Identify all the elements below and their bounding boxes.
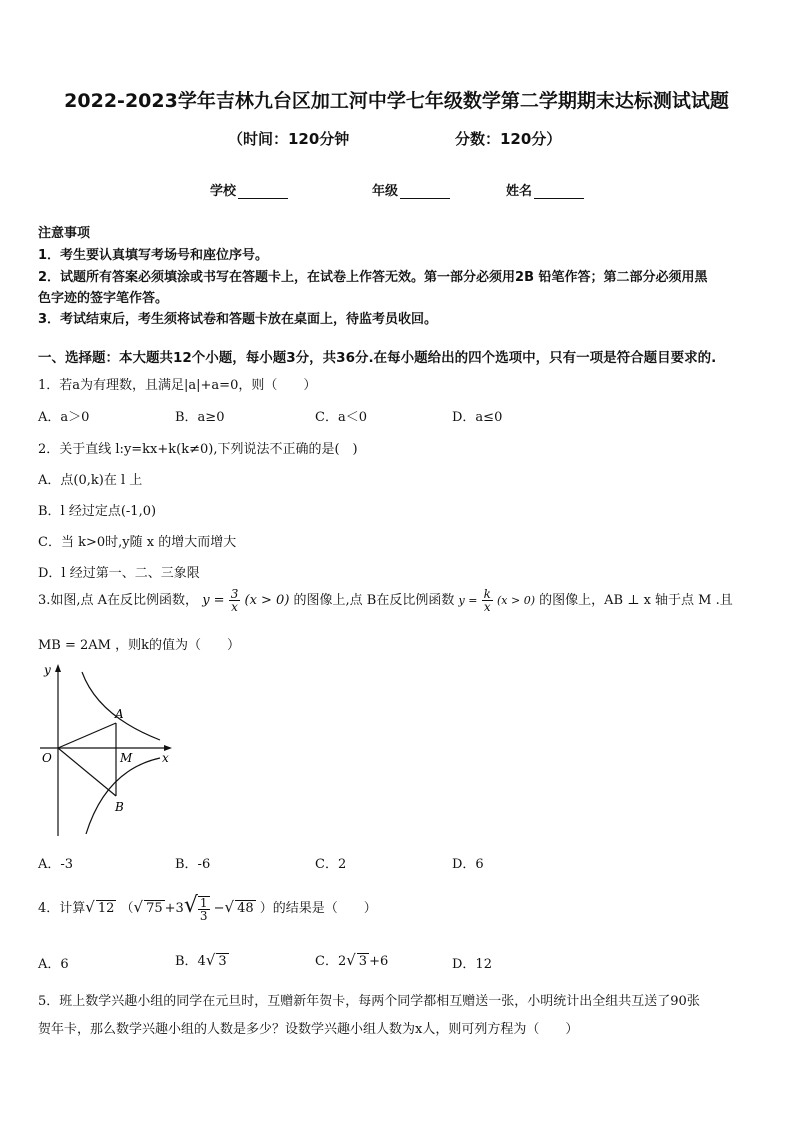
q4-sqrt-48: 48 [237, 901, 254, 916]
q5-line-1: 5．班上数学兴趣小组的同学在元旦时，互赠新年贺卡，每两个同学都相互赠送一张，小明统计出全组共互送了90张 [38, 994, 700, 1009]
q2-option-d: D．l 经过第一、二、三象限 [38, 566, 200, 581]
q1-option-c: C．a＜0 [315, 410, 367, 425]
label-m: M [120, 751, 133, 765]
radical-icon: √ [133, 898, 144, 916]
page-title: 2022-2023学年吉林九台区加工河中学七年级数学第二学期期末达标测试试题 [64, 90, 729, 112]
notice-item-2: 2．试题所有答案必须填涂或书写在答题卡上，在试卷上作答无效。第一部分必须用2B 铅笔作答；第二部分必须用黑 [38, 270, 708, 285]
notice-heading: 注意事项 [38, 226, 91, 241]
q3-stem-c: 的图像上，AB ⊥ x 轴于点 M .且 [539, 593, 733, 608]
q4-option-c: C．2√ 3 +6 [315, 951, 389, 969]
radical-icon: √ [205, 951, 216, 969]
q4-stem [38, 893, 377, 922]
q4-option-d: D．12 [452, 957, 492, 972]
q1-option-d: D．a≤0 [452, 410, 503, 425]
exam-time: （时间：120分钟 [228, 130, 350, 148]
q3-option-c: C．2 [315, 857, 347, 872]
school-field [210, 180, 288, 199]
q3-condition-2: (x > 0) [497, 594, 536, 607]
curve-b [86, 758, 160, 834]
grade-field [372, 180, 450, 199]
q5-line-2: 贺年卡，那么数学兴趣小组的人数是多少？设数学兴趣小组人数为x人，则可列方程为（ ） [38, 1022, 579, 1037]
q4-plus: +3 [164, 901, 184, 916]
q3-stem-line2: MB = 2AM ，则k的值为（ ） [38, 638, 241, 653]
grade-label: 年级 [372, 184, 399, 199]
q3-stem-line1 [38, 588, 733, 613]
segment-oa [58, 723, 116, 748]
q3-y-eq: y = [202, 593, 225, 608]
school-label: 学校 [210, 184, 237, 199]
y-axis-arrow [55, 664, 61, 672]
section-heading: 一、选择题：本大题共12个小题，每小题3分，共36分.在每小题给出的四个选项中，只有一项是符合题目要求的. [38, 350, 717, 366]
q4-fraction: $\frac{1}{3}$ [199, 895, 208, 923]
q1-stem: 1．若a为有理数，且满足|a|+a=0，则（ ） [38, 378, 317, 393]
grade-blank [400, 185, 450, 199]
q3-option-b: B．-6 [175, 857, 211, 872]
segment-ob [58, 748, 116, 796]
q4-option-a: A．6 [38, 957, 69, 972]
label-a: A [115, 707, 124, 721]
label-x: x [162, 751, 169, 765]
q1-option-b: B．a≥0 [175, 410, 225, 425]
radical-icon: √ [346, 951, 356, 969]
q4-option-b: B．4√ 3 [175, 951, 227, 969]
q4-sqrt-75: 75 [146, 901, 163, 916]
q4-minus: − [213, 901, 225, 916]
q3-figure [36, 660, 176, 840]
curve-a [82, 672, 160, 740]
radical-icon: √ [224, 898, 235, 916]
q3-stem-b: 的图像上,点 B在反比例函数 [293, 593, 455, 608]
q4-post: ）的结果是（ ） [259, 901, 377, 916]
notice-item-1: 1．考生要认真填写考场号和座位序号。 [38, 248, 269, 263]
q4-open: （ [120, 901, 134, 916]
q3-option-a: A．-3 [38, 857, 74, 872]
q3-condition-1: (x > 0) [244, 593, 290, 608]
radical-icon: √ [85, 898, 95, 916]
name-label: 姓名 [506, 184, 533, 199]
q3-stem-a: 3.如图,点 A在反比例函数， [38, 593, 199, 608]
q1-option-a: A．a＞0 [38, 410, 90, 425]
q3-fraction-1: $\frac{3}{x}$ [230, 587, 239, 614]
q4-sqrt-12: 12 [97, 901, 115, 916]
q4-pre: 4．计算 [38, 901, 86, 916]
name-field [506, 180, 584, 199]
radical-icon: √ [183, 893, 198, 918]
name-blank [534, 185, 584, 199]
label-y: y [44, 663, 51, 677]
label-b: B [115, 800, 124, 814]
q2-stem: 2．关于直线 l:y=kx+k(k≠0),下列说法不正确的是( ) [38, 442, 358, 457]
school-blank [238, 185, 288, 199]
q2-option-c: C．当 k>0时,y随 x 的增大而增大 [38, 535, 237, 550]
q3-option-d: D．6 [452, 857, 484, 872]
q2-option-a: A．点(0,k)在 l 上 [38, 473, 143, 488]
q3-y-eq-2: y = [458, 594, 478, 607]
q2-option-b: B．l 经过定点(-1,0) [38, 504, 157, 519]
notice-item-2-cont: 色字迹的签字笔作答。 [38, 291, 169, 306]
q3-fraction-2: $\frac{k}{x}$ [483, 587, 491, 614]
exam-score: 分数：120分） [455, 130, 562, 148]
notice-item-3: 3．考试结束后，考生须将试卷和答题卡放在桌面上，待监考员收回。 [38, 312, 438, 327]
label-o: O [42, 751, 52, 765]
